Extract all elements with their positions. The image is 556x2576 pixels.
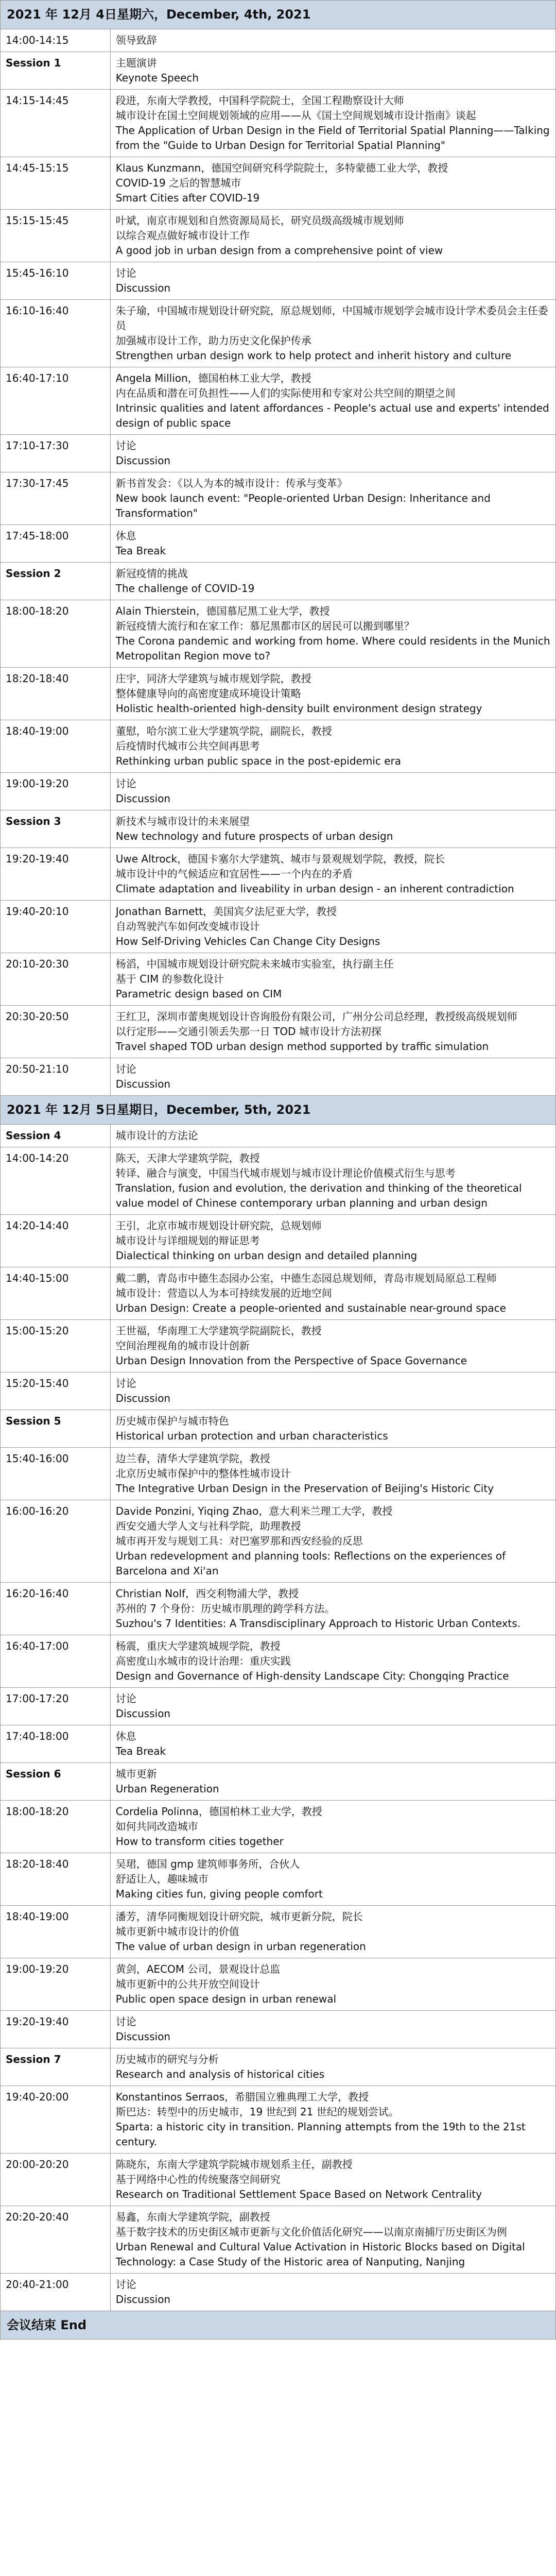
detail-line: 后疫情时代城市公共空间再思考	[115, 739, 260, 752]
time-slot: 15:45-16:10	[1, 262, 111, 299]
talk-details	[110, 2153, 555, 2206]
detail-line: 讨论	[115, 2015, 136, 2028]
talk-details	[110, 1267, 555, 1319]
time-slot: 19:40-20:00	[1, 2086, 111, 2153]
session-row	[1, 1410, 556, 1447]
detail-line: Urban Regeneration	[115, 1782, 219, 1795]
schedule-row	[1, 1267, 556, 1319]
detail-line: 王红卫，深圳市蕾奥规划设计咨询股份有限公司，广州分公司总经理，教授级高级规划师	[115, 1010, 517, 1023]
detail-line: Jonathan Barnett，美国宾夕法尼亚大学，教授	[115, 905, 337, 918]
detail-line: 城市设计中的气候适应和宜居性——一个内在的矛盾	[115, 867, 353, 880]
detail-line: 吴珺，德国 gmp 建筑师事务所，合伙人	[115, 1857, 300, 1870]
time-slot: 19:00-19:20	[1, 772, 111, 810]
detail-line: 如何共同改造城市	[115, 1820, 198, 1833]
detail-line: 易鑫，东南大学建筑学院，副教授	[115, 2210, 270, 2223]
talk-details	[110, 1853, 555, 1905]
session-label: Session 7	[1, 2048, 111, 2086]
schedule-row	[1, 1372, 556, 1410]
detail-line: 讨论	[115, 1692, 136, 1705]
detail-line: Making cities fun, giving people comfort	[115, 1887, 323, 1900]
schedule-row	[1, 524, 556, 562]
time-slot: 15:20-15:40	[1, 1372, 111, 1410]
detail-line: 斯巴达：转型中的历史城市，19 世纪到 21 世纪的规划尝试。	[115, 2105, 399, 2118]
time-slot: 17:10-17:30	[1, 434, 111, 472]
session-row	[1, 810, 556, 848]
session-topic	[110, 52, 555, 89]
detail-line: 北京历史城市保护中的整体性城市设计	[115, 1467, 291, 1480]
detail-line: A good job in urban design from a comprehensive point of view	[115, 244, 443, 257]
time-slot: 14:40-15:00	[1, 1267, 111, 1319]
schedule-row	[1, 1005, 556, 1058]
detail-line: Dialectical thinking on urban design and detailed planning	[115, 1249, 418, 1262]
schedule-row	[1, 367, 556, 434]
time-slot: 19:00-19:20	[1, 1958, 111, 2010]
time-slot: 17:30-17:45	[1, 472, 111, 524]
talk-details	[110, 2273, 555, 2311]
schedule-row	[1, 1725, 556, 1762]
detail-line: Parametric design based on CIM	[115, 987, 282, 1000]
schedule-row	[1, 1500, 556, 1582]
detail-line: 城市更新中的公共开放空间设计	[115, 1977, 260, 1990]
detail-line: 讨论	[115, 2278, 136, 2291]
time-slot: 18:40-19:00	[1, 720, 111, 772]
detail-line: 加强城市设计工作，助力历史文化保护传承	[115, 334, 311, 347]
talk-details	[110, 1687, 555, 1725]
detail-line: 城市设计：营造以人为本可持续发展的近地空间	[115, 1286, 332, 1299]
detail-line: 高密度山水城市的设计治理：重庆实践	[115, 1654, 291, 1667]
detail-line: 边兰春，清华大学建筑学院，教授	[115, 1452, 270, 1465]
detail-line: 陈晓东，东南大学建筑学院城市规划系主任，副教授	[115, 2158, 353, 2171]
detail-line: 转译、融合与演变，中国当代城市规划与城市设计理论价值模式衍生与思考	[115, 1166, 456, 1179]
detail-line: Davide Ponzini, Yiqing Zhao，意大利米兰理工大学，教授	[115, 1504, 393, 1517]
schedule-row	[1, 1582, 556, 1635]
detail-line: 主题演讲	[115, 56, 157, 69]
detail-line: Research and analysis of historical cities	[115, 2067, 325, 2080]
session-row	[1, 562, 556, 600]
day-header	[1, 1095, 556, 1124]
talk-details	[110, 1905, 555, 1958]
talk-details	[110, 1800, 555, 1853]
detail-line: The value of urban design in urban regeneration	[115, 1940, 366, 1953]
time-slot: 15:40-16:00	[1, 1447, 111, 1500]
detail-line: 城市更新	[115, 1767, 157, 1780]
detail-line: How Self-Driving Vehicles Can Change City Designs	[115, 935, 380, 947]
session-topic	[110, 810, 555, 848]
detail-line: 讨论	[115, 266, 136, 279]
talk-details	[110, 367, 555, 434]
talk-details	[110, 29, 555, 52]
schedule-row	[1, 1800, 556, 1853]
detail-line: 空间治理视角的城市设计创新	[115, 1339, 250, 1352]
session-label: Session 2	[1, 562, 111, 600]
schedule-row	[1, 848, 556, 900]
schedule-row	[1, 1958, 556, 2010]
schedule-row	[1, 667, 556, 720]
time-slot: 16:20-16:40	[1, 1582, 111, 1635]
detail-line: Travel shaped TOD urban design method supported by traffic simulation	[115, 1040, 489, 1053]
schedule-row	[1, 720, 556, 772]
detail-line: Discussion	[115, 2030, 171, 2043]
session-label: Session 5	[1, 1410, 111, 1447]
day-title: 2021 年 12月 4日星期六，December, 4th, 2021	[1, 1, 556, 29]
day-title: 2021 年 12月 5日星期日，December, 5th, 2021	[1, 1095, 556, 1124]
detail-line: 整体健康导向的高密度建成环境设计策略	[115, 687, 301, 700]
time-slot: 19:40-20:10	[1, 900, 111, 953]
time-slot: 20:30-20:50	[1, 1005, 111, 1058]
talk-details	[110, 1725, 555, 1762]
schedule-row	[1, 600, 556, 667]
time-slot: 17:45-18:00	[1, 524, 111, 562]
detail-line: 新冠疫情大流行和在家工作：慕尼黑都市区的居民可以搬到哪里？	[115, 619, 414, 632]
detail-line: 戴二鹏，青岛市中德生态园办公室，中德生态园总规划师，青岛市规划局原总工程师	[115, 1272, 497, 1284]
detail-line: 黄剑，AECOM 公司，景观设计总监	[115, 1962, 281, 1975]
detail-line: Cordelia Polinna，德国柏林工业大学，教授	[115, 1805, 322, 1818]
talk-details	[110, 472, 555, 524]
time-slot: 17:00-17:20	[1, 1687, 111, 1725]
detail-line: 城市设计与详细规划的辩证思考	[115, 1234, 260, 1247]
time-slot: 20:50-21:10	[1, 1058, 111, 1095]
time-slot: 14:00-14:20	[1, 1147, 111, 1214]
schedule-row	[1, 2153, 556, 2206]
talk-details	[110, 524, 555, 562]
detail-line: Discussion	[115, 281, 171, 294]
talk-details	[110, 262, 555, 299]
detail-line: 叶斌，南京市规划和自然资源局局长，研究员级高级城市规划师	[115, 214, 404, 227]
detail-line: Uwe Altrock，德国卡塞尔大学建筑、城市与景观规划学院，教授，院长	[115, 852, 445, 865]
schedule-row	[1, 1214, 556, 1267]
time-slot: 19:20-19:40	[1, 2010, 111, 2048]
session-label: Session 6	[1, 1762, 111, 1800]
detail-line: Urban Renewal and Cultural Value Activation in Historic Blocks based on Digital Technology: a Case Study of the Historic area of Nanputing, Nanjing	[115, 2240, 525, 2268]
detail-line: The Application of Urban Design in the Field of Territorial Spatial Planning——Talking from the "Guide to Urban Design for Territorial Spatial Planning"	[115, 124, 550, 151]
time-slot: 17:40-18:00	[1, 1725, 111, 1762]
detail-line: Research on Traditional Settlement Space Based on Network Centrality	[115, 2188, 482, 2200]
detail-line: Discussion	[115, 1077, 171, 1090]
time-slot: 20:10-20:30	[1, 953, 111, 1005]
detail-line: 西安交通大学人文与社科学院，助理教授	[115, 1519, 301, 1532]
detail-line: Translation, fusion and evolution, the derivation and thinking of the theoretical value model of Chinese contemporary urban planning and urban design	[115, 1181, 522, 1209]
time-slot: 15:15-15:45	[1, 209, 111, 262]
schedule-row	[1, 2273, 556, 2311]
talk-details	[110, 1372, 555, 1410]
talk-details	[110, 299, 555, 367]
time-slot: 16:10-16:40	[1, 299, 111, 367]
talk-details	[110, 1005, 555, 1058]
footer-row	[1, 2311, 556, 2340]
schedule-row	[1, 953, 556, 1005]
schedule-row	[1, 1058, 556, 1095]
schedule-row	[1, 1687, 556, 1725]
talk-details	[110, 2086, 555, 2153]
detail-line: Discussion	[115, 2293, 171, 2306]
detail-line: The challenge of COVID-19	[115, 582, 255, 595]
detail-line: 内在品质和潜在可负担性——人们的实际使用和专家对公共空间的期望之间	[115, 386, 456, 399]
detail-line: Discussion	[115, 792, 171, 805]
detail-line: 舒适让人，趣味城市	[115, 1872, 208, 1885]
detail-line: 杨滔，中国城市规划设计研究院未来城市实验室，执行副主任	[115, 957, 394, 970]
talk-details	[110, 667, 555, 720]
schedule-body	[1, 1, 556, 2340]
detail-line: 基于 CIM 的参数化设计	[115, 972, 224, 985]
schedule-row	[1, 29, 556, 52]
detail-line: Smart Cities after COVID-19	[115, 191, 260, 204]
detail-line: 讨论	[115, 439, 136, 452]
detail-line: Discussion	[115, 454, 171, 467]
talk-details	[110, 2206, 555, 2273]
schedule-row	[1, 2206, 556, 2273]
day-header	[1, 1, 556, 29]
schedule-row	[1, 1905, 556, 1958]
talk-details	[110, 720, 555, 772]
time-slot: 18:40-19:00	[1, 1905, 111, 1958]
session-topic	[110, 562, 555, 600]
detail-line: 王引，北京市城市规划设计研究院，总规划师	[115, 1219, 322, 1232]
talk-details	[110, 1447, 555, 1500]
detail-line: Klaus Kunzmann，德国空间研究科学院院士，多特蒙德工业大学，教授	[115, 161, 448, 174]
detail-line: 休息	[115, 529, 136, 542]
talk-details	[110, 600, 555, 667]
schedule-row	[1, 772, 556, 810]
detail-line: 潘芳，清华同衡规划设计研究院，城市更新分院，院长	[115, 1910, 363, 1923]
talk-details	[110, 848, 555, 900]
schedule-row	[1, 89, 556, 157]
schedule-row	[1, 900, 556, 953]
detail-line: Sparta: a historic city in transition. Planning attempts from the 19th to the 21st century.	[115, 2120, 526, 2148]
schedule-row	[1, 1319, 556, 1372]
talk-details	[110, 1582, 555, 1635]
detail-line: Holistic health-oriented high-density built environment design strategy	[115, 702, 482, 715]
talk-details	[110, 2010, 555, 2048]
talk-details	[110, 1635, 555, 1687]
session-row	[1, 1762, 556, 1800]
time-slot: 14:15-14:45	[1, 89, 111, 157]
session-row	[1, 2048, 556, 2086]
session-topic	[110, 1410, 555, 1447]
session-label: Session 3	[1, 810, 111, 848]
schedule-row	[1, 1447, 556, 1500]
talk-details	[110, 209, 555, 262]
time-slot: 18:00-18:20	[1, 1800, 111, 1853]
detail-line: 基于网络中心性的传统聚落空间研究	[115, 2173, 281, 2185]
detail-line: 杨震，重庆大学建筑城规学院，教授	[115, 1639, 281, 1652]
detail-line: Christian Nolf，西交利物浦大学，教授	[115, 1587, 299, 1600]
conference-end: 会议结束 End	[1, 2311, 556, 2340]
detail-line: 城市设计在国土空间规划领域的应用——从《国土空间规划城市设计指南》谈起	[115, 109, 476, 122]
schedule-row	[1, 157, 556, 209]
detail-line: 新书首发会：《以人为本的城市设计：传承与变革》	[115, 477, 348, 489]
detail-line: 城市设计的方法论	[115, 1129, 198, 1142]
time-slot: 16:40-17:00	[1, 1635, 111, 1687]
detail-line: 董慰，哈尔滨工业大学建筑学院，副院长，教授	[115, 724, 332, 737]
detail-line: Design and Governance of High-density Landscape City: Chongqing Practice	[115, 1669, 509, 1682]
detail-line: 讨论	[115, 1062, 136, 1075]
detail-line: Alain Thierstein，德国慕尼黑工业大学，教授	[115, 604, 330, 617]
detail-line: 段进，东南大学教授，中国科学院院士，全国工程勘察设计大师	[115, 94, 404, 107]
talk-details	[110, 953, 555, 1005]
schedule-row	[1, 434, 556, 472]
detail-line: 新技术与城市设计的未来展望	[115, 815, 250, 827]
session-row	[1, 1124, 556, 1147]
detail-line: Keynote Speech	[115, 71, 199, 84]
schedule-row	[1, 1147, 556, 1214]
talk-details	[110, 900, 555, 953]
time-slot: 14:45-15:15	[1, 157, 111, 209]
time-slot: 14:00-14:15	[1, 29, 111, 52]
detail-line: Urban Design Innovation from the Perspective of Space Governance	[115, 1354, 467, 1367]
detail-line: 历史城市保护与城市特色	[115, 1414, 229, 1427]
detail-line: 自动驾驶汽车如何改变城市设计	[115, 920, 260, 933]
detail-line: 陈天，天津大学建筑学院，教授	[115, 1151, 260, 1164]
detail-line: 以综合观点做好城市设计工作	[115, 229, 250, 242]
talk-details	[110, 1319, 555, 1372]
talk-details	[110, 434, 555, 472]
detail-line: New technology and future prospects of urban design	[115, 829, 393, 842]
time-slot: 20:20-20:40	[1, 2206, 111, 2273]
time-slot: 15:00-15:20	[1, 1319, 111, 1372]
detail-line: Tea Break	[115, 544, 166, 557]
talk-details	[110, 1147, 555, 1214]
schedule-row	[1, 209, 556, 262]
time-slot: 18:20-18:40	[1, 1853, 111, 1905]
session-topic	[110, 2048, 555, 2086]
detail-line: 休息	[115, 1730, 136, 1742]
time-slot: 20:00-20:20	[1, 2153, 111, 2206]
detail-line: Urban redevelopment and planning tools: Reflections on the experiences of Barcelona and Xi'an	[115, 1549, 506, 1577]
detail-line: Discussion	[115, 1707, 171, 1720]
time-slot: 16:00-16:20	[1, 1500, 111, 1582]
schedule-row	[1, 262, 556, 299]
detail-line: Historical urban protection and urban characteristics	[115, 1429, 388, 1442]
detail-line: Climate adaptation and liveability in urban design - an inherent contradiction	[115, 882, 514, 895]
detail-line: Rethinking urban public space in the post-epidemic era	[115, 754, 402, 767]
schedule-row	[1, 1853, 556, 1905]
time-slot: 19:20-19:40	[1, 848, 111, 900]
schedule-row	[1, 472, 556, 524]
detail-line: Urban Design: Create a people-oriented and sustainable near-ground space	[115, 1301, 506, 1314]
detail-line: COVID-19 之后的智慧城市	[115, 176, 241, 189]
detail-line: New book launch event: "People-oriented Urban Design: Inheritance and Transformation"	[115, 492, 491, 519]
session-label: Session 4	[1, 1124, 111, 1147]
talk-details	[110, 1958, 555, 2010]
detail-line: 基于数字技术的历史街区城市更新与文化价值活化研究——以南京南捕厅历史街区为例	[115, 2225, 507, 2238]
schedule-row	[1, 1635, 556, 1687]
detail-line: Suzhou's 7 Identities: A Transdisciplinary Approach to Historic Urban Contexts.	[115, 1617, 521, 1630]
detail-line: 朱子瑜，中国城市规划设计研究院，原总规划师，中国城市规划学会城市设计学术委员会主任委员	[115, 304, 548, 332]
schedule-row	[1, 2010, 556, 2048]
detail-line: Intrinsic qualities and latent affordances - People's actual use and experts' intended design of public space	[115, 401, 549, 429]
time-slot: 16:40-17:10	[1, 367, 111, 434]
session-label: Session 1	[1, 52, 111, 89]
detail-line: Public open space design in urban renewal	[115, 1992, 337, 2005]
time-slot: 14:20-14:40	[1, 1214, 111, 1267]
session-topic	[110, 1762, 555, 1800]
session-topic	[110, 1124, 555, 1147]
detail-line: 讨论	[115, 777, 136, 790]
detail-line: 城市更新中城市设计的价值	[115, 1925, 239, 1938]
detail-line: The Corona pandemic and working from home. Where could residents in the Munich Metropolitan Region move to?	[115, 634, 550, 662]
time-slot: 18:00-18:20	[1, 600, 111, 667]
detail-line: 讨论	[115, 1377, 136, 1389]
talk-details	[110, 1214, 555, 1267]
detail-line: Discussion	[115, 1392, 171, 1404]
detail-line: Konstantinos Serraos，希腊国立雅典理工大学，教授	[115, 2090, 369, 2103]
detail-line: Angela Million，德国柏林工业大学，教授	[115, 371, 311, 384]
detail-line: 历史城市的研究与分析	[115, 2053, 219, 2065]
time-slot: 18:20-18:40	[1, 667, 111, 720]
detail-line: 领导致辞	[115, 33, 157, 46]
detail-line: 苏州的 7 个身份：历史城市肌理的跨学科方法。	[115, 1602, 335, 1615]
talk-details	[110, 157, 555, 209]
session-row	[1, 52, 556, 89]
detail-line: 城市再开发与规划工具：对巴塞罗那和西安经验的反思	[115, 1534, 363, 1547]
schedule-row	[1, 2086, 556, 2153]
detail-line: How to transform cities together	[115, 1835, 284, 1848]
detail-line: 王世福，华南理工大学建筑学院副院长，教授	[115, 1324, 322, 1337]
detail-line: Strengthen urban design work to help protect and inherit history and culture	[115, 349, 512, 362]
talk-details	[110, 1058, 555, 1095]
detail-line: 庄宇，同济大学建筑与城市规划学院，教授	[115, 672, 311, 685]
time-slot: 20:40-21:00	[1, 2273, 111, 2311]
detail-line: 以行定形——交通引领丢失那一日 TOD 城市设计方法初探	[115, 1025, 381, 1038]
talk-details	[110, 89, 555, 157]
schedule-row	[1, 299, 556, 367]
detail-line: 新冠疫情的挑战	[115, 567, 188, 580]
talk-details	[110, 1500, 555, 1582]
talk-details	[110, 772, 555, 810]
detail-line: Tea Break	[115, 1744, 166, 1757]
detail-line: The Integrative Urban Design in the Preservation of Beijing's Historic City	[115, 1482, 494, 1495]
